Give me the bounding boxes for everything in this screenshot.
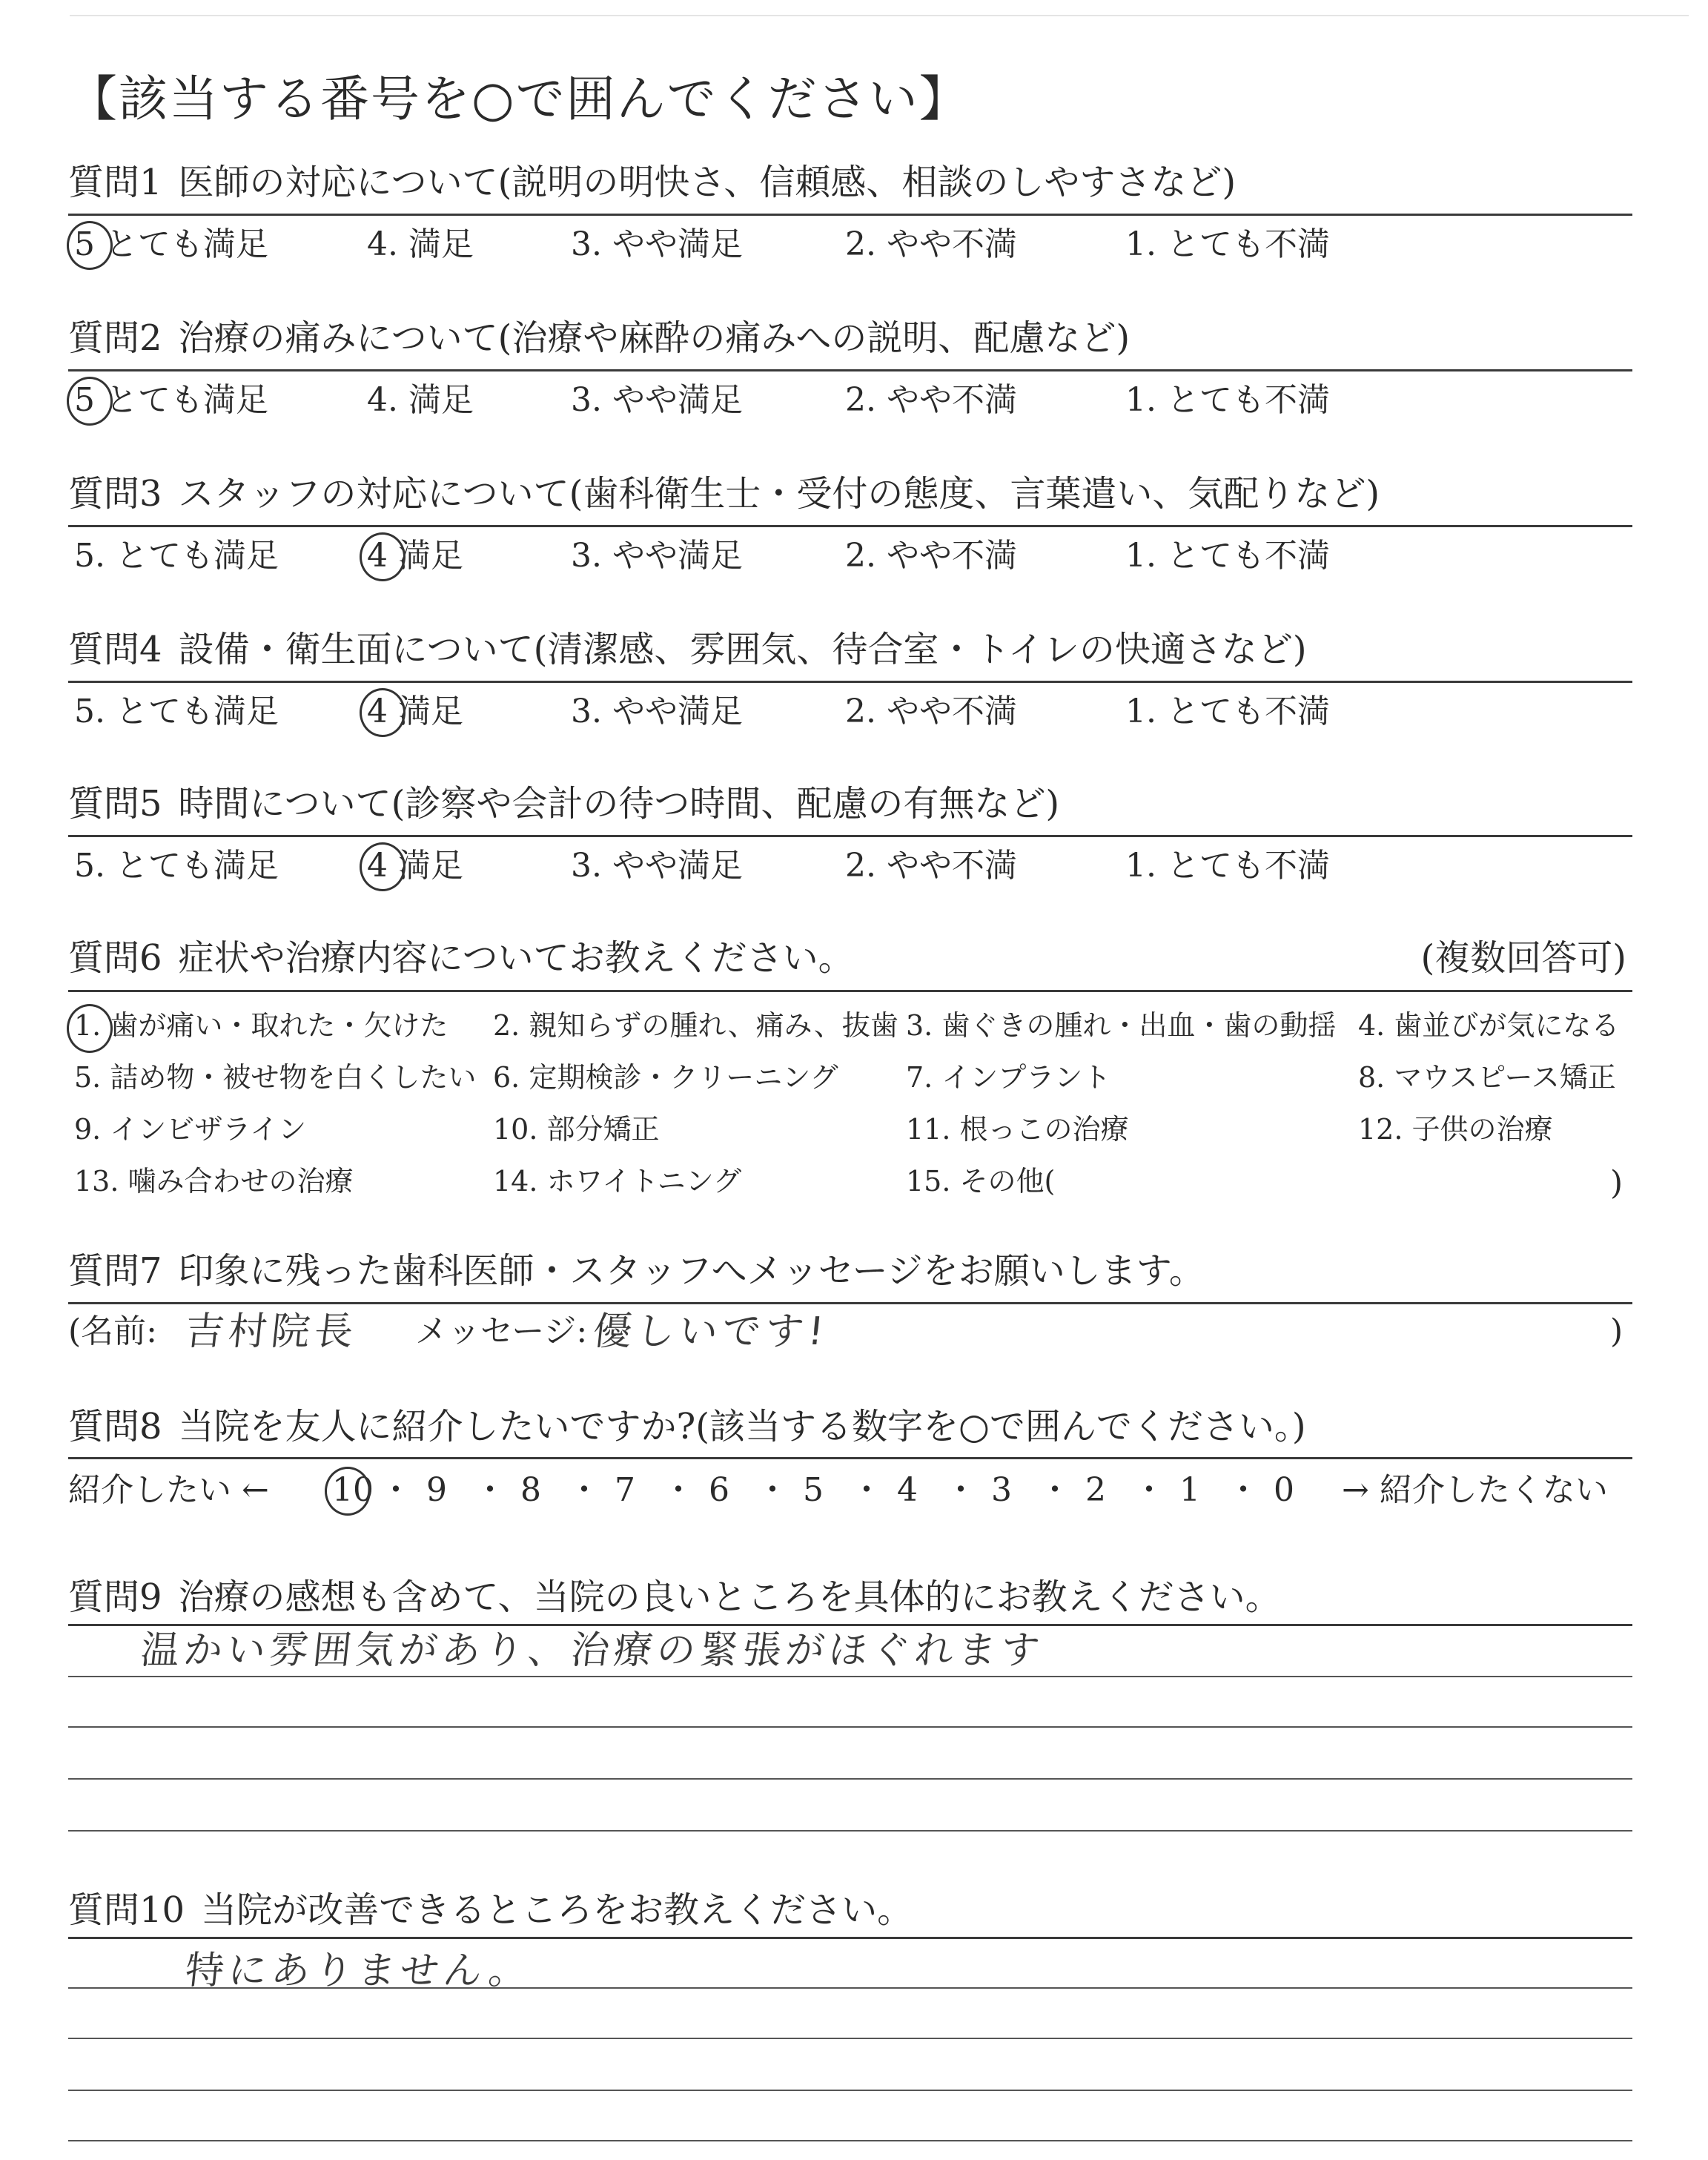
question-7-label: 質問7 — [68, 1250, 162, 1292]
question-rule — [68, 214, 1632, 216]
rating-option[interactable]: 1. とても不満 — [1125, 225, 1330, 263]
rating-option[interactable] — [74, 225, 268, 263]
question-label: 質問2 — [68, 317, 162, 359]
rating-option[interactable]: 3. やや満足 — [571, 847, 743, 885]
symptom-option[interactable]: 12. 子供の治療 — [1358, 1113, 1553, 1146]
question-9-answer[interactable]: 温かい雰囲気があり、治療の緊張がほぐれます — [138, 1628, 1047, 1673]
scale-number[interactable]: 9 — [426, 1471, 447, 1509]
question-8 — [68, 1406, 1632, 1447]
question-7 — [68, 1250, 1632, 1292]
writing-line — [68, 2140, 1632, 2141]
symptom-option[interactable]: 2. 親知らずの腫れ、痛み、抜歯 — [493, 1009, 898, 1042]
scale-separator: ・ — [380, 1471, 412, 1509]
rating-option[interactable]: 1. とても不満 — [1125, 381, 1330, 419]
scale-separator: ・ — [1227, 1471, 1260, 1509]
writing-line — [68, 2038, 1632, 2039]
question-6-text: 症状や治療内容についてお教えください。 — [178, 937, 854, 979]
question-text: 時間について(診察や会計の待つ時間、配慮の有無など) — [178, 783, 1060, 825]
handwritten-name[interactable]: 吉村院長 — [182, 1309, 360, 1354]
question-6 — [68, 937, 1632, 979]
scale-number[interactable]: 4 — [897, 1471, 918, 1509]
question-4 — [68, 629, 1632, 670]
rating-option[interactable]: 2. やや不満 — [845, 693, 1017, 730]
question-9-text: 治療の感想も含めて、当院の良いところを具体的にお教えください。 — [178, 1576, 1281, 1618]
rating-option[interactable] — [367, 847, 463, 885]
option-label: 満足 — [388, 537, 463, 575]
question-rule — [68, 835, 1632, 837]
writing-line — [68, 1778, 1632, 1780]
symptom-option[interactable]: 5. 詰め物・被せ物を白くしたい — [74, 1061, 477, 1094]
scale-number[interactable]: 6 — [709, 1471, 729, 1509]
writing-line — [68, 1676, 1632, 1677]
scale-separator: ・ — [568, 1471, 600, 1509]
rating-option[interactable]: 4. 満足 — [367, 381, 474, 419]
question-label: 質問3 — [68, 473, 162, 515]
close-paren: ) — [1610, 1312, 1623, 1350]
rating-option[interactable]: 2. やや不満 — [845, 381, 1017, 419]
selected-circle: 10 — [332, 1471, 374, 1509]
question-6-label: 質問6 — [68, 937, 162, 979]
rating-option[interactable]: 2. やや不満 — [845, 537, 1017, 575]
symptom-option[interactable]: 6. 定期検診・クリーニング — [493, 1061, 838, 1094]
option-label: 満足 — [388, 693, 463, 730]
rating-option[interactable]: 5. とても満足 — [74, 537, 279, 575]
option-label: とても満足 — [95, 381, 268, 419]
rating-option[interactable]: 5. とても満足 — [74, 847, 279, 885]
scale-number[interactable]: 2 — [1085, 1471, 1106, 1509]
writing-line — [68, 1987, 1632, 1989]
question-3 — [68, 473, 1632, 515]
scale-separator: ・ — [944, 1471, 977, 1509]
selected-circle: 5 — [74, 381, 95, 419]
rating-option[interactable]: 1. とても不満 — [1125, 537, 1330, 575]
rating-option[interactable]: 3. やや満足 — [571, 225, 743, 263]
question-rule — [68, 681, 1632, 683]
question-10-answer[interactable]: 特にありません。 — [182, 1949, 534, 1993]
selected-circle: 4 — [367, 693, 388, 730]
question-6-note: (複数回答可) — [1420, 937, 1626, 979]
question-8-text: 当院を友人に紹介したいですか?(該当する数字を○で囲んでください。) — [178, 1406, 1306, 1447]
question-text: スタッフの対応について(歯科衛生士・受付の態度、言葉遣い、気配りなど) — [178, 473, 1380, 515]
scale-separator: ・ — [850, 1471, 883, 1509]
scale-number[interactable]: 1 — [1179, 1471, 1200, 1509]
option-label: 満足 — [388, 847, 463, 885]
writing-line — [68, 1726, 1632, 1728]
scale-separator: ・ — [756, 1471, 789, 1509]
rating-option[interactable] — [367, 537, 463, 575]
scale-separator: ・ — [1039, 1471, 1071, 1509]
symptom-option[interactable]: 14. ホワイトニング — [493, 1165, 742, 1198]
scale-number[interactable]: 0 — [1274, 1471, 1294, 1509]
handwritten-message[interactable]: 優しいです! — [590, 1309, 831, 1354]
rating-option[interactable]: 1. とても不満 — [1125, 847, 1330, 885]
symptom-option[interactable]: 10. 部分矯正 — [493, 1113, 660, 1146]
question-rule — [68, 369, 1632, 371]
rating-option[interactable]: 5. とても満足 — [74, 693, 279, 730]
scale-number[interactable]: 5 — [803, 1471, 824, 1509]
top-border — [70, 15, 1689, 16]
question-2 — [68, 317, 1632, 359]
symptom-option[interactable]: 3. 歯ぐきの腫れ・出血・歯の動揺 — [906, 1009, 1337, 1042]
scale-number[interactable]: 7 — [615, 1471, 635, 1509]
question-6-rule — [68, 990, 1632, 992]
selected-circle: 4 — [367, 847, 388, 885]
option-label: とても満足 — [95, 225, 268, 263]
scale-right-label: → 紹介したくない — [1342, 1471, 1608, 1509]
scale-separator: ・ — [1133, 1471, 1165, 1509]
selected-circle: 1. — [74, 1009, 102, 1042]
question-text: 治療の痛みについて(治療や麻酔の痛みへの説明、配慮など) — [178, 317, 1131, 359]
symptom-option[interactable]: 11. 根っこの治療 — [906, 1113, 1129, 1146]
question-10-rule — [68, 1937, 1632, 1939]
scale-left-label: 紹介したい ← — [68, 1471, 269, 1509]
question-9-label: 質問9 — [68, 1576, 162, 1618]
symptom-option[interactable]: 8. マウスピース矯正 — [1358, 1061, 1616, 1094]
rating-option[interactable]: 3. やや満足 — [571, 693, 743, 730]
question-10-label: 質問10 — [68, 1889, 185, 1931]
question-text: 設備・衛生面について(清潔感、雰囲気、待合室・トイレの快適さなど) — [178, 629, 1307, 670]
symptom-option[interactable]: 13. 噛み合わせの治療 — [74, 1165, 354, 1198]
option-label: 歯が痛い・取れた・欠けた — [101, 1009, 448, 1042]
rating-option[interactable]: 3. やや満足 — [571, 537, 743, 575]
rating-option[interactable]: 2. やや不満 — [845, 847, 1017, 885]
symptom-option[interactable]: 4. 歯並びが気になる — [1358, 1009, 1620, 1042]
question-1 — [68, 162, 1632, 203]
writing-line — [68, 1830, 1632, 1832]
question-7-text: 印象に残った歯科医師・スタッフへメッセージをお願いします。 — [178, 1250, 1205, 1292]
rating-option[interactable]: 2. やや不満 — [845, 225, 1017, 263]
question-rule — [68, 525, 1632, 527]
scale-separator: ・ — [662, 1471, 695, 1509]
question-text: 医師の対応について(説明の明快さ、信頼感、相談のしやすさなど) — [178, 162, 1237, 203]
page-title: 【該当する番号を○で囲んでください】 — [68, 70, 970, 128]
message-label: メッセージ: — [415, 1312, 588, 1350]
rating-option[interactable]: 4. 満足 — [367, 225, 474, 263]
scale-number[interactable] — [332, 1471, 374, 1509]
rating-option[interactable] — [367, 693, 463, 730]
symptom-option[interactable] — [74, 1011, 448, 1040]
writing-line — [68, 2090, 1632, 2091]
selected-circle: 5 — [74, 225, 95, 263]
question-label: 質問5 — [68, 783, 162, 825]
scale-number[interactable]: 3 — [991, 1471, 1012, 1509]
rating-option[interactable]: 1. とても不満 — [1125, 693, 1330, 730]
rating-option[interactable] — [74, 381, 268, 419]
question-10-text: 当院が改善できるところをお教えください。 — [201, 1889, 913, 1931]
rating-option[interactable]: 3. やや満足 — [571, 381, 743, 419]
question-8-rule — [68, 1457, 1632, 1459]
question-7-rule — [68, 1302, 1632, 1304]
scale-separator: ・ — [474, 1471, 506, 1509]
name-label: (名前: — [68, 1312, 157, 1350]
question-9 — [68, 1576, 1632, 1618]
close-paren: ) — [1610, 1164, 1623, 1202]
question-10 — [68, 1889, 1632, 1931]
symptom-option[interactable]: 7. インプラント — [906, 1061, 1111, 1094]
question-8-label: 質問8 — [68, 1406, 162, 1447]
symptom-option[interactable]: 9. インビザライン — [74, 1113, 307, 1146]
question-9-rule — [68, 1624, 1632, 1626]
symptom-option[interactable]: 15. その他( — [906, 1165, 1056, 1198]
question-label: 質問1 — [68, 162, 162, 203]
scale-number[interactable]: 8 — [520, 1471, 541, 1509]
question-label: 質問4 — [68, 629, 162, 670]
question-5 — [68, 783, 1632, 825]
selected-circle: 4 — [367, 537, 388, 575]
